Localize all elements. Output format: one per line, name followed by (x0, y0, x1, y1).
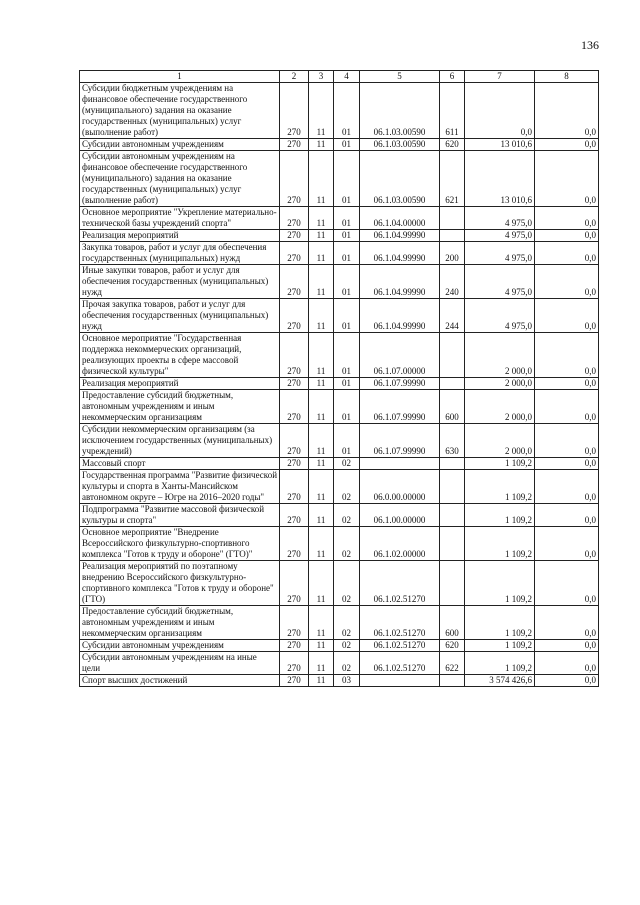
amount-cell: 1 109,2 (465, 640, 535, 652)
amount-cell: 2 000,0 (465, 390, 535, 424)
admin-code-cell: 270 (280, 470, 309, 504)
amount-cell: 4 975,0 (465, 242, 535, 265)
column-header-3: 3 (309, 71, 334, 83)
amount-2-cell: 0,0 (535, 299, 599, 333)
section-code-cell: 11 (309, 527, 334, 561)
row-name-cell: Предоставление субсидий бюджетным, автономным учреждениям и иным некоммерческим организациям (80, 390, 280, 424)
subsection-code-cell: 02 (334, 640, 360, 652)
target-article-cell: 06.1.03.00590 (360, 151, 440, 207)
admin-code-cell: 270 (280, 207, 309, 230)
section-code-cell: 11 (309, 139, 334, 151)
row-name-cell: Спорт высших достижений (80, 675, 280, 687)
table-row (80, 527, 599, 561)
target-article-cell: 06.1.02.51270 (360, 652, 440, 675)
subsection-code-cell: 01 (334, 378, 360, 390)
amount-cell: 4 975,0 (465, 207, 535, 230)
admin-code-cell: 270 (280, 606, 309, 640)
target-article-cell: 06.1.00.00000 (360, 504, 440, 527)
row-name-cell: Основное мероприятие "Государственная поддержка некоммерческих организаций, реализующих проекты в сфере массовой физической культуры" (80, 333, 280, 378)
amount-2-cell: 0,0 (535, 470, 599, 504)
amount-cell: 4 975,0 (465, 230, 535, 242)
subsection-code-cell: 02 (334, 527, 360, 561)
target-article-cell: 06.1.02.51270 (360, 606, 440, 640)
subsection-code-cell: 01 (334, 299, 360, 333)
target-article-cell: 06.1.03.00590 (360, 83, 440, 139)
table-row (80, 378, 599, 390)
table-row (80, 640, 599, 652)
target-article-cell (360, 675, 440, 687)
section-code-cell: 11 (309, 470, 334, 504)
table-row (80, 458, 599, 470)
subsection-code-cell: 01 (334, 390, 360, 424)
subsection-code-cell: 01 (334, 333, 360, 378)
subsection-code-cell: 02 (334, 652, 360, 675)
target-article-cell: 06.1.07.99990 (360, 424, 440, 458)
table-row (80, 207, 599, 230)
subsection-code-cell: 01 (334, 424, 360, 458)
column-header-2: 2 (280, 71, 309, 83)
table-row (80, 390, 599, 424)
subsection-code-cell: 01 (334, 242, 360, 265)
row-name-cell: Субсидии автономным учреждениям (80, 139, 280, 151)
amount-2-cell: 0,0 (535, 458, 599, 470)
section-code-cell: 11 (309, 333, 334, 378)
expense-type-cell (440, 470, 465, 504)
target-article-cell: 06.1.04.99990 (360, 230, 440, 242)
expense-type-cell (440, 527, 465, 561)
admin-code-cell: 270 (280, 265, 309, 299)
subsection-code-cell: 01 (334, 139, 360, 151)
row-name-cell: Реализация мероприятий по поэтапному внедрению Всероссийского физкультурно-спортивного комплекса "Готов к труду и обороне" (ГТО) (80, 561, 280, 606)
row-name-cell: Прочая закупка товаров, работ и услуг для обеспечения государственных (муниципальных) нужд (80, 299, 280, 333)
amount-2-cell: 0,0 (535, 151, 599, 207)
expense-type-cell: 630 (440, 424, 465, 458)
expense-type-cell: 244 (440, 299, 465, 333)
column-header-8: 8 (535, 71, 599, 83)
subsection-code-cell: 02 (334, 561, 360, 606)
target-article-cell: 06.1.02.51270 (360, 561, 440, 606)
expense-type-cell (440, 675, 465, 687)
table-row (80, 151, 599, 207)
section-code-cell: 11 (309, 151, 334, 207)
table-row (80, 299, 599, 333)
subsection-code-cell: 02 (334, 504, 360, 527)
row-name-cell: Субсидии бюджетным учреждениям на финансовое обеспечение государственного (муниципального) задания на оказание государственных (муниципальных) услуг (выполнение работ) (80, 83, 280, 139)
target-article-cell: 06.1.04.00000 (360, 207, 440, 230)
admin-code-cell: 270 (280, 230, 309, 242)
target-article-cell: 06.1.02.51270 (360, 640, 440, 652)
row-name-cell: Предоставление субсидий бюджетным, автономным учреждениям и иным некоммерческим организациям (80, 606, 280, 640)
table-row (80, 652, 599, 675)
row-name-cell: Массовый спорт (80, 458, 280, 470)
table-row (80, 83, 599, 139)
table-row (80, 675, 599, 687)
amount-cell: 13 010,6 (465, 139, 535, 151)
expense-type-cell: 611 (440, 83, 465, 139)
amount-2-cell: 0,0 (535, 527, 599, 561)
section-code-cell: 11 (309, 230, 334, 242)
row-name-cell: Субсидии автономным учреждениям (80, 640, 280, 652)
target-article-cell: 06.1.04.99990 (360, 299, 440, 333)
table-row (80, 230, 599, 242)
section-code-cell: 11 (309, 207, 334, 230)
target-article-cell: 06.0.00.00000 (360, 470, 440, 504)
expense-type-cell: 600 (440, 606, 465, 640)
expense-type-cell: 620 (440, 139, 465, 151)
admin-code-cell: 270 (280, 83, 309, 139)
row-name-cell: Субсидии автономным учреждениям на иные цели (80, 652, 280, 675)
amount-2-cell: 0,0 (535, 242, 599, 265)
expense-type-cell: 622 (440, 652, 465, 675)
subsection-code-cell: 01 (334, 265, 360, 299)
expense-type-cell (440, 333, 465, 378)
amount-2-cell: 0,0 (535, 424, 599, 458)
expense-type-cell (440, 561, 465, 606)
row-name-cell: Иные закупки товаров, работ и услуг для обеспечения государственных (муниципальных) нужд (80, 265, 280, 299)
target-article-cell: 06.1.07.00000 (360, 333, 440, 378)
amount-2-cell: 0,0 (535, 640, 599, 652)
amount-cell: 0,0 (465, 83, 535, 139)
amount-2-cell: 0,0 (535, 83, 599, 139)
section-code-cell: 11 (309, 390, 334, 424)
section-code-cell: 11 (309, 675, 334, 687)
amount-cell: 1 109,2 (465, 527, 535, 561)
amount-2-cell: 0,0 (535, 675, 599, 687)
target-article-cell: 06.1.02.00000 (360, 527, 440, 561)
amount-2-cell: 0,0 (535, 265, 599, 299)
target-article-cell: 06.1.03.00590 (360, 139, 440, 151)
column-header-6: 6 (440, 71, 465, 83)
table-row (80, 333, 599, 378)
expense-type-cell: 621 (440, 151, 465, 207)
admin-code-cell: 270 (280, 242, 309, 265)
admin-code-cell: 270 (280, 139, 309, 151)
expense-type-cell: 620 (440, 640, 465, 652)
expense-type-cell (440, 230, 465, 242)
target-article-cell: 06.1.07.99990 (360, 378, 440, 390)
table-row (80, 424, 599, 458)
section-code-cell: 11 (309, 504, 334, 527)
amount-2-cell: 0,0 (535, 561, 599, 606)
table-row (80, 504, 599, 527)
amount-cell: 2 000,0 (465, 378, 535, 390)
amount-cell: 1 109,2 (465, 606, 535, 640)
section-code-cell: 11 (309, 83, 334, 139)
row-name-cell: Субсидии автономным учреждениям на финансовое обеспечение государственного (муниципального) задания на оказание государственных (муниципальных) услуг (выполнение работ) (80, 151, 280, 207)
amount-2-cell: 0,0 (535, 390, 599, 424)
admin-code-cell: 270 (280, 390, 309, 424)
section-code-cell: 11 (309, 378, 334, 390)
expense-type-cell (440, 207, 465, 230)
column-header-5: 5 (360, 71, 440, 83)
amount-cell: 2 000,0 (465, 424, 535, 458)
row-name-cell: Государственная программа "Развитие физической культуры и спорта в Ханты-Мансийском автономном округе – Югре на 2016–2020 годы" (80, 470, 280, 504)
page-number: 136 (581, 38, 599, 52)
amount-cell: 2 000,0 (465, 333, 535, 378)
target-article-cell: 06.1.07.99990 (360, 390, 440, 424)
section-code-cell: 11 (309, 299, 334, 333)
admin-code-cell: 270 (280, 527, 309, 561)
expense-type-cell: 200 (440, 242, 465, 265)
table-row (80, 606, 599, 640)
admin-code-cell: 270 (280, 151, 309, 207)
section-code-cell: 11 (309, 242, 334, 265)
section-code-cell: 11 (309, 640, 334, 652)
admin-code-cell: 270 (280, 458, 309, 470)
table-row (80, 242, 599, 265)
amount-2-cell: 0,0 (535, 230, 599, 242)
subsection-code-cell: 02 (334, 458, 360, 470)
row-name-cell: Подпрограмма "Развитие массовой физической культуры и спорта" (80, 504, 280, 527)
target-article-cell (360, 458, 440, 470)
expense-type-cell (440, 504, 465, 527)
amount-cell: 1 109,2 (465, 458, 535, 470)
section-code-cell: 11 (309, 265, 334, 299)
column-header-1: 1 (80, 71, 280, 83)
admin-code-cell: 270 (280, 504, 309, 527)
subsection-code-cell: 01 (334, 207, 360, 230)
amount-cell: 1 109,2 (465, 504, 535, 527)
row-name-cell: Закупка товаров, работ и услуг для обеспечения государственных (муниципальных) нужд (80, 242, 280, 265)
target-article-cell: 06.1.04.99990 (360, 242, 440, 265)
amount-2-cell: 0,0 (535, 139, 599, 151)
admin-code-cell: 270 (280, 333, 309, 378)
expense-type-cell (440, 458, 465, 470)
expense-type-cell: 600 (440, 390, 465, 424)
row-name-cell: Субсидии некоммерческим организациям (за исключением государственных (муниципальных) учреждений) (80, 424, 280, 458)
subsection-code-cell: 02 (334, 470, 360, 504)
admin-code-cell: 270 (280, 299, 309, 333)
row-name-cell: Основное мероприятие "Укрепление материально-технической базы учреждений спорта" (80, 207, 280, 230)
admin-code-cell: 270 (280, 640, 309, 652)
admin-code-cell: 270 (280, 378, 309, 390)
admin-code-cell: 270 (280, 424, 309, 458)
table-row (80, 265, 599, 299)
table-row (80, 561, 599, 606)
table-row (80, 470, 599, 504)
subsection-code-cell: 01 (334, 151, 360, 207)
amount-cell: 3 574 426,6 (465, 675, 535, 687)
section-code-cell: 11 (309, 561, 334, 606)
column-header-4: 4 (334, 71, 360, 83)
row-name-cell: Реализация мероприятий (80, 378, 280, 390)
table-row (80, 139, 599, 151)
amount-2-cell: 0,0 (535, 207, 599, 230)
amount-cell: 13 010,6 (465, 151, 535, 207)
amount-2-cell: 0,0 (535, 606, 599, 640)
amount-cell: 1 109,2 (465, 470, 535, 504)
row-name-cell: Основное мероприятие "Внедрение Всероссийского физкультурно-спортивного комплекса "Готов к труду и обороне" (ГТО)" (80, 527, 280, 561)
column-header-7: 7 (465, 71, 535, 83)
section-code-cell: 11 (309, 458, 334, 470)
amount-2-cell: 0,0 (535, 378, 599, 390)
expense-type-cell: 240 (440, 265, 465, 299)
target-article-cell: 06.1.04.99990 (360, 265, 440, 299)
section-code-cell: 11 (309, 606, 334, 640)
amount-2-cell: 0,0 (535, 504, 599, 527)
subsection-code-cell: 03 (334, 675, 360, 687)
subsection-code-cell: 01 (334, 230, 360, 242)
section-code-cell: 11 (309, 424, 334, 458)
admin-code-cell: 270 (280, 652, 309, 675)
admin-code-cell: 270 (280, 561, 309, 606)
amount-2-cell: 0,0 (535, 652, 599, 675)
amount-cell: 4 975,0 (465, 265, 535, 299)
amount-cell: 4 975,0 (465, 299, 535, 333)
subsection-code-cell: 02 (334, 606, 360, 640)
admin-code-cell: 270 (280, 675, 309, 687)
amount-cell: 1 109,2 (465, 561, 535, 606)
expense-type-cell (440, 378, 465, 390)
row-name-cell: Реализация мероприятий (80, 230, 280, 242)
section-code-cell: 11 (309, 652, 334, 675)
header-row (80, 71, 599, 83)
subsection-code-cell: 01 (334, 83, 360, 139)
amount-cell: 1 109,2 (465, 652, 535, 675)
amount-2-cell: 0,0 (535, 333, 599, 378)
budget-table (79, 70, 599, 687)
table-body (80, 83, 599, 687)
